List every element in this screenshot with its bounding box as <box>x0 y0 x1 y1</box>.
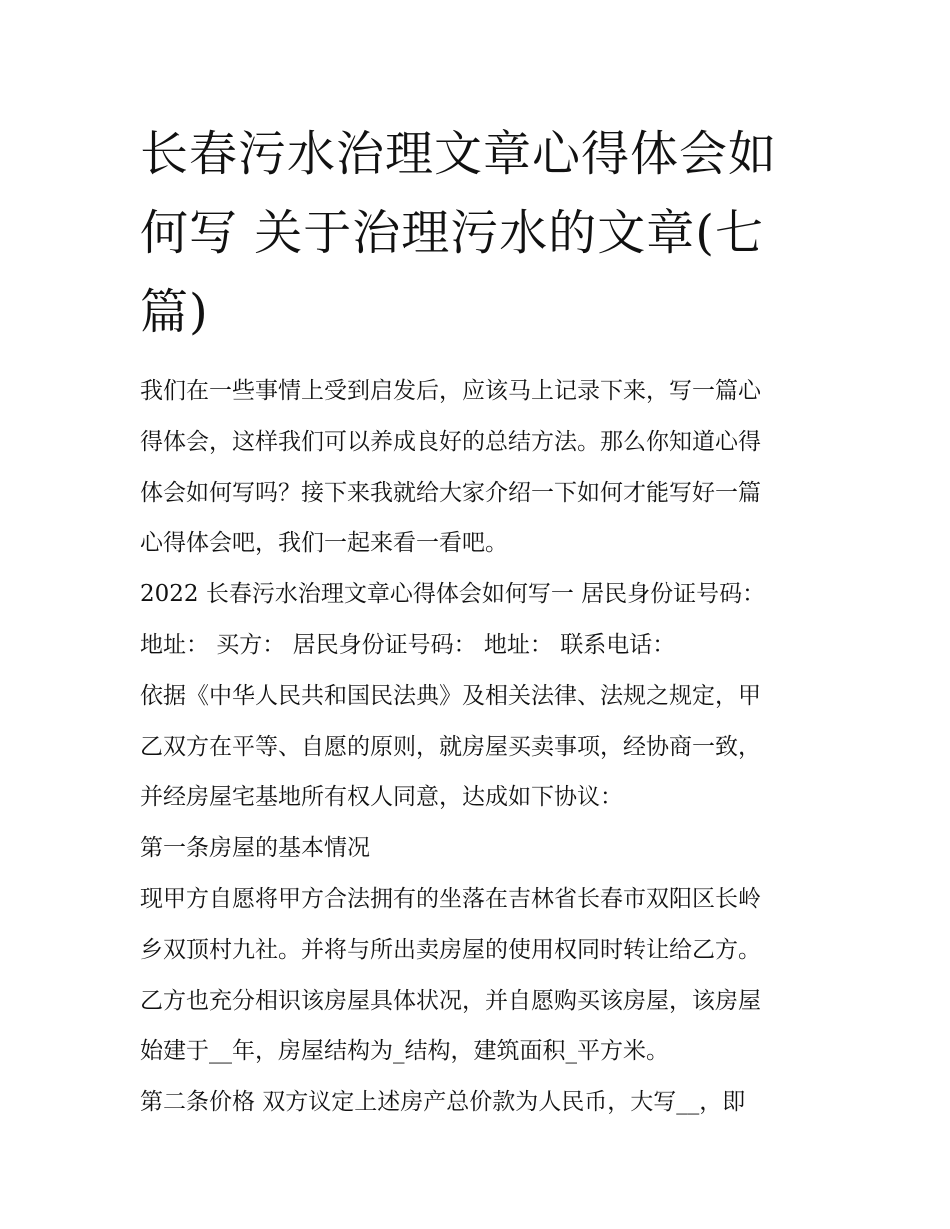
text-line: 并经房屋宅基地所有权人同意，达成如下协议： <box>140 784 623 811</box>
text-line: 乙方也充分相识该房屋具体状况，并自愿购买该房屋，该房屋 <box>140 987 761 1014</box>
property-description-paragraph <box>140 874 820 1077</box>
legal-basis-paragraph <box>140 671 820 823</box>
text-line: 心得体会吧，我们一起来看一看吧。 <box>140 530 508 557</box>
text-line: 地址： 买方： 居民身份证号码： 地址： 联系电话： <box>140 631 676 658</box>
text-line: 依据《中华人民共和国民法典》及相关法律、法规之规定，甲 <box>140 682 761 709</box>
text-line: 得体会，这样我们可以养成良好的总结方法。那么你知道心得 <box>140 428 761 455</box>
text-line: 第一条房屋的基本情况 <box>140 835 370 862</box>
document-body <box>140 366 820 1128</box>
text-line: 第二条价格 双方议定上述房产总价款为人民币，大写__，即 <box>140 1089 746 1116</box>
text-line: 现甲方自愿将甲方合法拥有的坐落在吉林省长春市双阳区长岭 <box>140 885 761 912</box>
title-line: 长春污水治理文章心得体会如 <box>140 126 778 182</box>
article-one-heading <box>140 823 820 874</box>
text-line: 体会如何写吗？接下来我就给大家介绍一下如何才能写好一篇 <box>140 479 761 506</box>
document-title <box>140 115 800 352</box>
document-page <box>140 115 820 1128</box>
text-line: 乡双顶村九社。并将与所出卖房屋的使用权同时转让给乙方。 <box>140 936 761 963</box>
intro-paragraph <box>140 366 820 569</box>
title-line: 篇) <box>140 284 209 340</box>
party-info-paragraph <box>140 569 820 671</box>
article-two-paragraph <box>140 1077 820 1128</box>
text-line: 始建于__年，房屋结构为_结构，建筑面积_平方米。 <box>140 1038 669 1065</box>
text-line: 2022 长春污水治理文章心得体会如何写一 居民身份证号码： <box>140 581 766 608</box>
title-line: 何写 关于治理污水的文章(七 <box>140 205 764 261</box>
text-line: 我们在一些事情上受到启发后，应该马上记录下来，写一篇心 <box>140 378 761 404</box>
text-line: 乙双方在平等、自愿的原则，就房屋买卖事项，经协商一致， <box>140 733 761 760</box>
